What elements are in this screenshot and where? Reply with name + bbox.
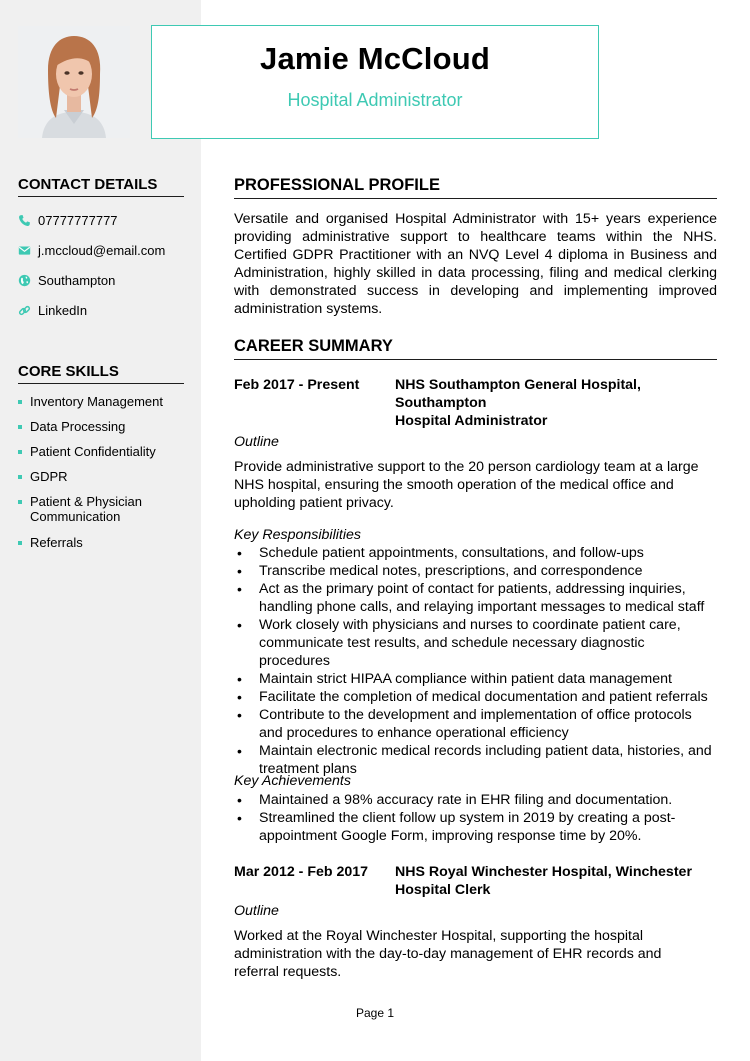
bullet-icon — [18, 475, 22, 479]
achievements-label: Key Achievements — [234, 773, 351, 789]
skill-item: Patient & Physician Communication — [18, 494, 158, 524]
contact-location — [18, 272, 115, 288]
list-item: • Transcribe medical notes, prescriptions, and correspondence — [234, 562, 717, 580]
list-item: • Work closely with physicians and nurses to coordinate patient care, communicate test results, and schedule necessary diagnostic procedures — [234, 616, 717, 670]
contact-phone — [18, 212, 118, 228]
profile-photo — [18, 26, 130, 138]
list-item: • Facilitate the completion of medical documentation and patient referrals — [234, 688, 717, 706]
skill-item: Data Processing — [18, 419, 193, 434]
name-header — [151, 25, 599, 139]
skill-item: Patient Confidentiality — [18, 444, 193, 459]
list-item: • Schedule patient appointments, consultations, and follow-ups — [234, 544, 717, 562]
sidebar — [0, 0, 201, 1061]
bullet-icon — [18, 450, 22, 454]
outline-label: Outline — [234, 434, 279, 450]
list-item: • Maintain strict HIPAA compliance within patient data management — [234, 670, 717, 688]
job-role: Hospital Administrator — [395, 413, 548, 429]
globe-icon — [18, 274, 31, 287]
page-number: Page 1 — [355, 1006, 395, 1020]
job-employer: NHS Southampton General Hospital, Southampton — [395, 377, 641, 411]
bullet-icon — [18, 425, 22, 429]
achievements-list — [234, 791, 689, 845]
bullet-icon — [18, 500, 22, 504]
list-item: • Contribute to the development and implementation of office protocols and procedures to enhance operational efficiency — [234, 706, 717, 742]
job-outline: Provide administrative support to the 20 person cardiology team at a large NHS hospital, ensuring the smooth operation of the medical office and upholding patient privacy. — [234, 459, 699, 511]
bullet-icon — [18, 400, 22, 404]
job-dates: Feb 2017 - Present — [234, 377, 360, 393]
outline-label: Outline — [234, 903, 279, 919]
job-dates: Mar 2012 - Feb 2017 — [234, 864, 369, 880]
contact-phone-text: 07777777777 — [38, 212, 118, 228]
list-item: • Maintain electronic medical records including patient data, histories, and treatment plans — [234, 742, 717, 778]
candidate-title: Hospital Administrator — [287, 90, 463, 110]
phone-icon — [18, 214, 31, 227]
career-heading: CAREER SUMMARY — [234, 337, 717, 360]
link-icon — [18, 304, 31, 317]
contact-email[interactable] — [18, 242, 165, 258]
contact-linkedin-text: LinkedIn — [38, 302, 88, 318]
list-item: • Maintained a 98% accuracy rate in EHR filing and documentation. — [234, 791, 689, 809]
responsibilities-list — [234, 544, 717, 778]
skills-heading: CORE SKILLS — [18, 363, 184, 384]
profile-heading: PROFESSIONAL PROFILE — [234, 176, 717, 199]
job-employer: NHS Royal Winchester Hospital, Winchester — [395, 864, 692, 880]
list-item: • Act as the primary point of contact for patients, addressing inquiries, handling phone calls, and relaying important messages to medical staff — [234, 580, 717, 616]
contact-heading: CONTACT DETAILS — [18, 176, 184, 197]
bullet-icon — [18, 541, 22, 545]
contact-linkedin[interactable] — [18, 302, 87, 318]
contact-email-text: j.mccloud@email.com — [38, 242, 166, 258]
profile-text: Versatile and organised Hospital Administrator with 15+ years experience providing administrative support to healthcare teams within the NHS. Certified GDPR Practitioner with an NVQ Level 4 diploma in Business and Administration, highly skilled in data processing, filing and medical clerking with demonstrated success in developing and implementing improved administration systems. — [234, 211, 717, 317]
skill-item: Referrals — [18, 535, 193, 550]
job-role: Hospital Clerk — [395, 882, 491, 898]
job-outline: Worked at the Royal Winchester Hospital, supporting the hospital administration with the day-to-day management of EHR records and referral requests. — [234, 928, 662, 980]
email-icon — [18, 244, 31, 257]
skill-item: GDPR — [18, 469, 193, 484]
skill-item: Inventory Management — [18, 394, 193, 409]
responsibilities-label: Key Responsibilities — [234, 527, 361, 543]
candidate-name: Jamie McCloud — [260, 41, 490, 76]
list-item: • Streamlined the client follow up system in 2019 by creating a post-appointment Google Form, improving response time by 20%. — [234, 809, 689, 845]
contact-location-text: Southampton — [38, 272, 116, 288]
